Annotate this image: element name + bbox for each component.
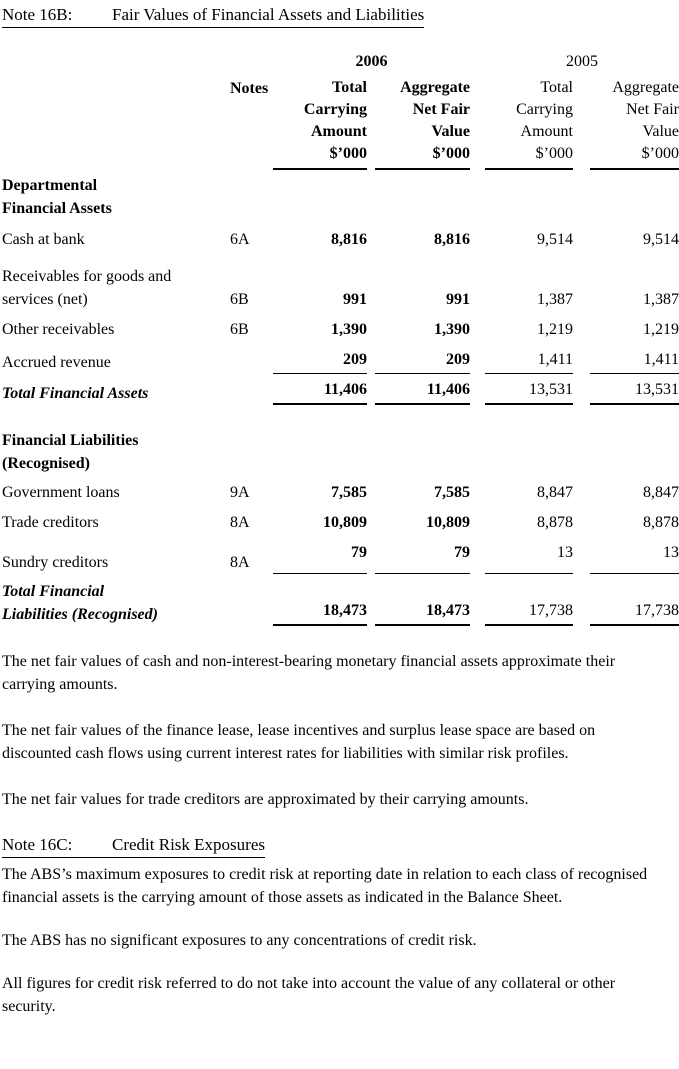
paragraph-collateral: All figures for credit risk referred to do not take into account the value of any collateral or other security. xyxy=(2,975,616,1015)
header-line: Carrying xyxy=(516,101,573,118)
row-label xyxy=(2,318,230,341)
table-row-cash-at-bank xyxy=(2,228,679,251)
header-line: Value xyxy=(431,123,470,140)
row-value-2006-net-fair: 1,390 xyxy=(434,321,470,338)
row-value-2005-carrying: 17,738 xyxy=(485,599,573,626)
row-label-line: Government loans xyxy=(2,484,120,501)
row-value-2006-net-fair: 7,585 xyxy=(434,484,470,501)
table-row-total-financial-assets xyxy=(2,378,679,405)
row-note: 9A xyxy=(230,484,250,501)
row-label-line: Accrued revenue xyxy=(2,354,111,371)
row-value-2006-carrying: 7,585 xyxy=(331,484,367,501)
table-row-financial-liabilities-recognised xyxy=(2,429,679,475)
header-line: Total xyxy=(332,79,367,96)
col-header-2005-total-carrying xyxy=(485,77,573,170)
col-header-2005-aggregate-net-fair xyxy=(590,77,679,170)
row-value-2006-carrying: 79 xyxy=(273,541,367,574)
row-value-2005-net-fair: 8,878 xyxy=(643,514,679,531)
row-label xyxy=(2,382,230,405)
note-16c-label: Note 16C: xyxy=(2,835,73,854)
table-row-total-financial-liabilities-recognised xyxy=(2,580,679,626)
header-line: $’000 xyxy=(535,145,573,162)
row-value-2005-net-fair: 1,387 xyxy=(643,291,679,308)
row-value-2005-net-fair: 13 xyxy=(590,541,679,574)
row-label-line: Trade creditors xyxy=(2,514,99,531)
row-label xyxy=(2,265,230,311)
row-value-2005-net-fair: 9,514 xyxy=(643,231,679,248)
row-label-line: Departmental xyxy=(2,177,98,194)
row-value-2005-net-fair: 1,411 xyxy=(590,348,679,374)
note-16c-heading-row xyxy=(2,834,679,858)
paragraph-finance-lease: The net fair values of the finance lease, lease incentives and surplus lease space are based on discounted cash flows using current interest rates for liabilities with similar risk profiles. xyxy=(2,722,596,762)
header-line: $’000 xyxy=(329,145,367,162)
col-header-2006-aggregate-net-fair xyxy=(375,77,470,170)
table-row-departmental-financial-assets xyxy=(2,174,679,220)
row-label xyxy=(2,351,230,374)
row-value-2006-carrying: 18,473 xyxy=(273,599,367,626)
note-16c-heading xyxy=(2,834,265,858)
row-value-2005-net-fair: 17,738 xyxy=(590,599,679,626)
year-row-gap xyxy=(470,50,485,73)
table-row-accrued-revenue xyxy=(2,348,679,374)
year-header-row xyxy=(2,50,679,73)
row-value-2006-carrying: 8,816 xyxy=(331,231,367,248)
note-16b-label: Note 16B: xyxy=(2,5,73,24)
paragraph-no-significant-exposures: The ABS has no significant exposures to any concentrations of credit risk. xyxy=(2,932,477,949)
row-value-2005-carrying: 1,219 xyxy=(537,321,573,338)
row-value-2006-net-fair: 11,406 xyxy=(375,378,470,405)
row-value-2006-net-fair: 991 xyxy=(446,291,470,308)
note-16b-paragraphs xyxy=(2,650,679,811)
row-value-2006-net-fair: 79 xyxy=(375,541,470,574)
header-line: Amount xyxy=(520,123,573,140)
row-value-2005-carrying: 1,387 xyxy=(537,291,573,308)
year-row-spacer xyxy=(2,50,273,73)
row-value-2006-net-fair: 18,473 xyxy=(375,599,470,626)
row-value-2006-net-fair: 209 xyxy=(375,348,470,374)
header-line: $’000 xyxy=(432,145,470,162)
table-row-other-receivables xyxy=(2,318,679,341)
row-label-line: Total Financial xyxy=(2,583,105,600)
header-line: Net Fair xyxy=(412,101,470,118)
row-label xyxy=(2,429,230,475)
row-label xyxy=(2,551,230,574)
row-value-2006-carrying: 991 xyxy=(343,291,367,308)
row-value-2005-net-fair: 13,531 xyxy=(590,378,679,405)
note-16b-heading-row xyxy=(2,4,679,28)
row-label-line: Total Financial Assets xyxy=(2,385,149,402)
row-value-2005-carrying: 8,878 xyxy=(537,514,573,531)
table-row-sundry-creditors xyxy=(2,541,679,574)
note-16c-title: Credit Risk Exposures xyxy=(112,835,265,854)
row-label xyxy=(2,481,230,504)
row-value-2006-carrying: 209 xyxy=(273,348,367,374)
row-value-2005-carrying: 1,411 xyxy=(485,348,573,374)
row-note: 6B xyxy=(230,321,249,338)
row-label-line: Cash at bank xyxy=(2,231,85,248)
notes-column-header: Notes xyxy=(230,80,269,97)
paragraph-net-fair-values-cash: The net fair values of cash and non-interest-bearing monetary financial assets approximate their carrying amounts. xyxy=(2,653,616,693)
row-value-2006-net-fair: 8,816 xyxy=(434,231,470,248)
row-value-2006-carrying: 1,390 xyxy=(331,321,367,338)
row-label xyxy=(2,228,230,251)
table-row-receivables-for-goods-and-services xyxy=(2,265,679,311)
col-header-2006-total-carrying xyxy=(273,77,367,170)
row-value-2005-carrying: 8,847 xyxy=(537,484,573,501)
header-line: Carrying xyxy=(303,101,367,118)
row-value-2005-carrying: 9,514 xyxy=(537,231,573,248)
row-note: 8A xyxy=(230,554,250,571)
header-line: Total xyxy=(540,79,573,96)
note-16b-heading xyxy=(2,4,424,28)
header-line: Net Fair xyxy=(626,101,679,118)
row-label-line: Financial Liabilities xyxy=(2,432,139,449)
row-value-2005-net-fair: 8,847 xyxy=(643,484,679,501)
row-label-line: (Recognised) xyxy=(2,455,90,472)
paragraph-max-exposures: The ABS’s maximum exposures to credit risk at reporting date in relation to each class of recognised financial assets is the carrying amount of those assets as indicated in the Balance Sheet. xyxy=(2,866,648,906)
fair-values-table-body xyxy=(2,174,679,626)
row-value-2006-carrying: 10,809 xyxy=(323,514,367,531)
row-note: 6A xyxy=(230,231,250,248)
table-row-government-loans xyxy=(2,481,679,504)
note-16b-title: Fair Values of Financial Assets and Liabilities xyxy=(112,5,425,24)
row-label-line: services (net) xyxy=(2,291,88,308)
table-row-section-gap xyxy=(2,405,679,429)
table-row-trade-creditors xyxy=(2,511,679,534)
row-value-2006-net-fair: 10,809 xyxy=(426,514,470,531)
row-label xyxy=(2,580,230,626)
year-2006-header: 2006 xyxy=(355,53,388,70)
row-value-2006-carrying: 11,406 xyxy=(273,378,367,405)
row-value-2005-carrying: 13,531 xyxy=(485,378,573,405)
row-value-2005-carrying: 13 xyxy=(485,541,573,574)
row-note: 8A xyxy=(230,514,250,531)
column-header-row xyxy=(2,77,679,170)
header-line: Aggregate xyxy=(400,79,470,96)
row-label-line: Sundry creditors xyxy=(2,554,109,571)
row-label xyxy=(2,174,230,220)
note-16c-section xyxy=(2,834,679,1018)
row-label xyxy=(2,511,230,534)
header-line: Value xyxy=(642,123,679,140)
paragraph-trade-creditors: The net fair values for trade creditors are approximated by their carrying amounts. xyxy=(2,791,529,808)
row-label-line: Receivables for goods and xyxy=(2,268,172,285)
header-line: Amount xyxy=(310,123,367,140)
year-2005-header: 2005 xyxy=(566,53,598,70)
header-line: $’000 xyxy=(641,145,679,162)
row-note: 6B xyxy=(230,291,249,308)
row-label-line: Liabilities (Recognised) xyxy=(2,606,158,623)
row-label-line: Other receivables xyxy=(2,321,115,338)
row-value-2005-net-fair: 1,219 xyxy=(643,321,679,338)
header-line: Aggregate xyxy=(612,79,679,96)
row-label-line: Financial Assets xyxy=(2,200,112,217)
